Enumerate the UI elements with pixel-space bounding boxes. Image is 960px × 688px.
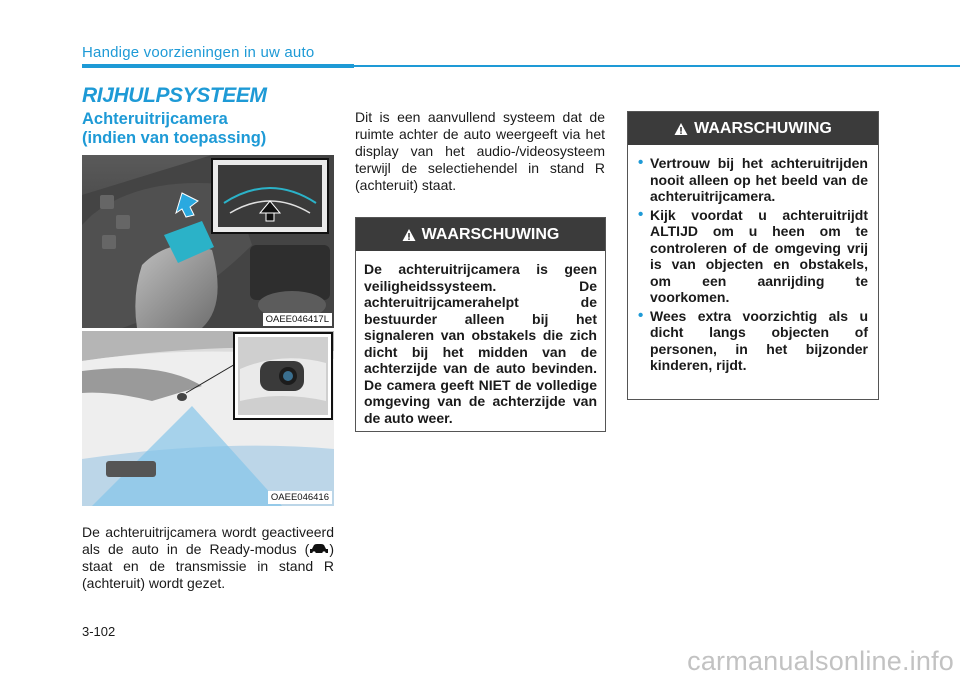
camera-activation-text: [82, 524, 334, 592]
section-header: Handige voorzieningen in uw auto: [82, 44, 315, 61]
warning-triangle-icon: [402, 228, 416, 242]
warning-list: [638, 155, 868, 374]
warning-heading: WAARSCHUWING: [694, 119, 832, 137]
warning-list-item: • Wees extra voorzichtig als u dicht langs objecten of personen, in het bijzonder kinderen, rijdt.: [638, 308, 868, 374]
warning-header: [628, 112, 878, 145]
header-rule-thin: [354, 65, 960, 67]
section-subtitle: [82, 110, 266, 148]
warning-list-item: • Vertrouw bij het achteruitrijden nooit alleen op het beeld van de achteruitrijcamera.: [638, 155, 868, 205]
watermark: carmanualsonline.info: [687, 646, 954, 676]
figure-code-top: OAEE046417L: [263, 313, 332, 326]
warning-list-item: • Kijk voordat u achteruitrijdt ALTIJD om u heen om te controleren of de omgeving vrij is van objecten en obstakels, om een aanrijding te voorkomen.: [638, 207, 868, 306]
col1-text-after: ) staat en de transmissie in stand R (achteruit) wordt gezet.: [82, 541, 334, 591]
subtitle-line-2: (indien van toepassing): [82, 129, 267, 147]
chapter-title: RIJHULPSYSTEEM: [82, 84, 267, 107]
gear-selector-illustration: [82, 155, 334, 328]
figure-code-bottom: OAEE046416: [268, 491, 332, 504]
warning-heading: WAARSCHUWING: [421, 225, 560, 243]
warning-body: De achteruitrijcamera is geen veiligheidssysteem. De achteruitrijcamerahelpt de bestuurder alleen bij het signaleren van obstakels die zich dicht bij het midden van de achterzijde van de auto bevinden. De camera geeft NIET de volledige omgeving van de achterzijde van de auto weer.: [364, 261, 597, 426]
warning-box-reversing: [627, 111, 879, 400]
subtitle-line-1: Achteruitrijcamera: [82, 110, 228, 128]
header-rule-thick: [82, 64, 354, 68]
warning-header: [356, 218, 605, 251]
system-description-text: Dit is een aanvullend systeem dat de ruimte achter de auto weergeeft via het display van het audio-/videosysteem terwijl de selectiehendel in stand R (achteruit) staat.: [355, 109, 605, 193]
warning-list-container: [628, 145, 878, 374]
car-ready-icon: [309, 543, 329, 555]
warning-box-camera: [355, 217, 606, 432]
page-number: 3-102: [82, 624, 116, 639]
warning-triangle-icon: [674, 122, 688, 136]
rear-camera-illustration: [82, 331, 334, 506]
rear-camera-figure: [82, 331, 334, 506]
gear-selector-figure: [82, 155, 334, 328]
col1-text-before: De achteruitrijcamera wordt geactiveerd als de auto in de Ready-modus (: [82, 524, 334, 557]
